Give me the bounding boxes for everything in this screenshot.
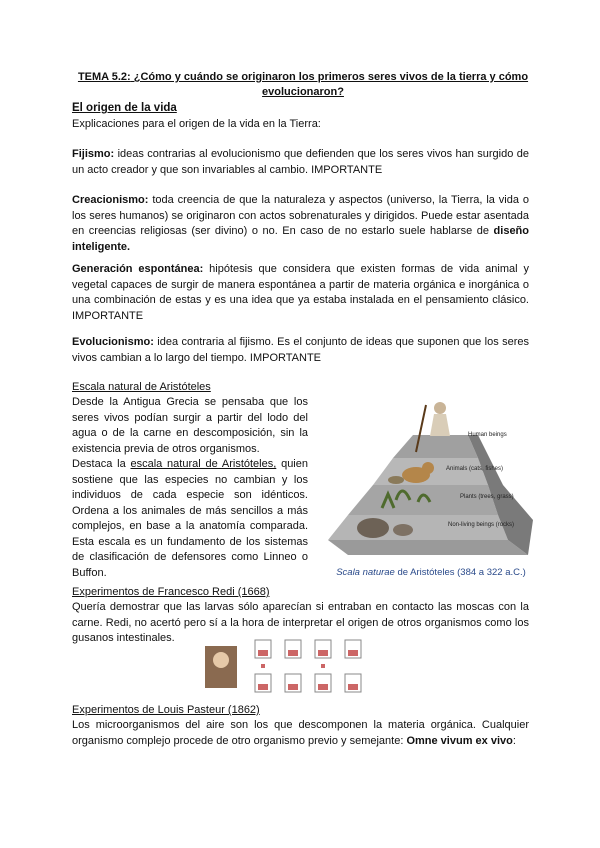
definition-evolucionismo: Evolucionismo: idea contraria al fijismo. Es el conjunto de ideas que suponen que los seres vivos cambian a lo largo del tiempo. IMPORTANTE [72, 336, 529, 364]
redi-heading: Experimentos de Francesco Redi (1668) [72, 586, 270, 598]
origin-heading: El origen de la vida [72, 102, 177, 114]
figure-caption: Scala naturae de Aristóteles (384 a 322 a.C.) [336, 567, 526, 578]
pasteur-text: Los microorganismos del aire son los que descomponen la materia orgánica. Cualquier organismo complejo procede de otro organismo previo y semejante: Omne vivum ex vivo: [72, 719, 529, 747]
figure-label-animals: Animals (cats, fishes) [446, 466, 504, 472]
aristoteles-heading: Escala natural de Aristóteles [72, 381, 211, 393]
redi-text: Quería demostrar que las larvas sólo aparecían si entraban en contacto las moscas con la carne. Redi, no acertó pero sí a la hora de interpretar el origen de otros organismos como los gusanos intestinales. [72, 601, 529, 644]
scala-naturae-figure [318, 390, 543, 565]
definition-fijismo: Fijismo: ideas contrarias al evolucionismo que defienden que los seres vivos han surgido de un acto creador y que son invariables al cambio. IMPORTANTE [72, 148, 529, 176]
aristoteles-text: Desde la Antigua Grecia se pensaba que los seres vivos podían surgir a partir del lodo del agua o de la carne en descomposición, sin la existencia previa de otros organismos. Destaca la escala natural de Aristóteles, quien sostiene que las especies no cambian y los individuos de cada especie son idénticos. Ordena a los animales de más sencillos a más complejos, en base a la anatomía comparada. Esta escala es un fundamento de los sistemas de clasificación de defensores como Linneo o Buffon. [72, 396, 308, 579]
definition-generacion-espontanea: Generación espontánea: hipótesis que considera que existen formas de vida animal y vegetal capaces de surgir de manera espontánea a partir de materia orgánica e inorgánica o una combinación de estas y es una idea que ya estaba instalada en el pensamiento clásico. IMPORTANTE [72, 263, 529, 322]
redi-experiment-figure [205, 636, 405, 698]
pasteur-heading: Experimentos de Louis Pasteur (1862) [72, 704, 260, 716]
origin-intro: Explicaciones para el origen de la vida en la Tierra: [72, 118, 321, 130]
definition-creacionismo: Creacionismo: toda creencia de que la naturaleza y aspectos (universo, la Tierra, la vida o los seres humanos) se originaron con actos sobrenaturales y dirigidos. Puede estar asentada en creencias religiosas (ser divino) o no. En caso de no estarlo suele hablarse de diseño inteligente. [72, 194, 529, 253]
figure-label-plants: Plants (trees, grass) [460, 494, 514, 500]
page-title: TEMA 5.2: ¿Cómo y cuándo se originaron los primeros seres vivos de la tierra y cómo evolucionaron? [77, 71, 529, 98]
figure-label-human: Human beings [468, 432, 507, 438]
figure-label-rocks: Non-living beings (rocks) [448, 522, 515, 528]
